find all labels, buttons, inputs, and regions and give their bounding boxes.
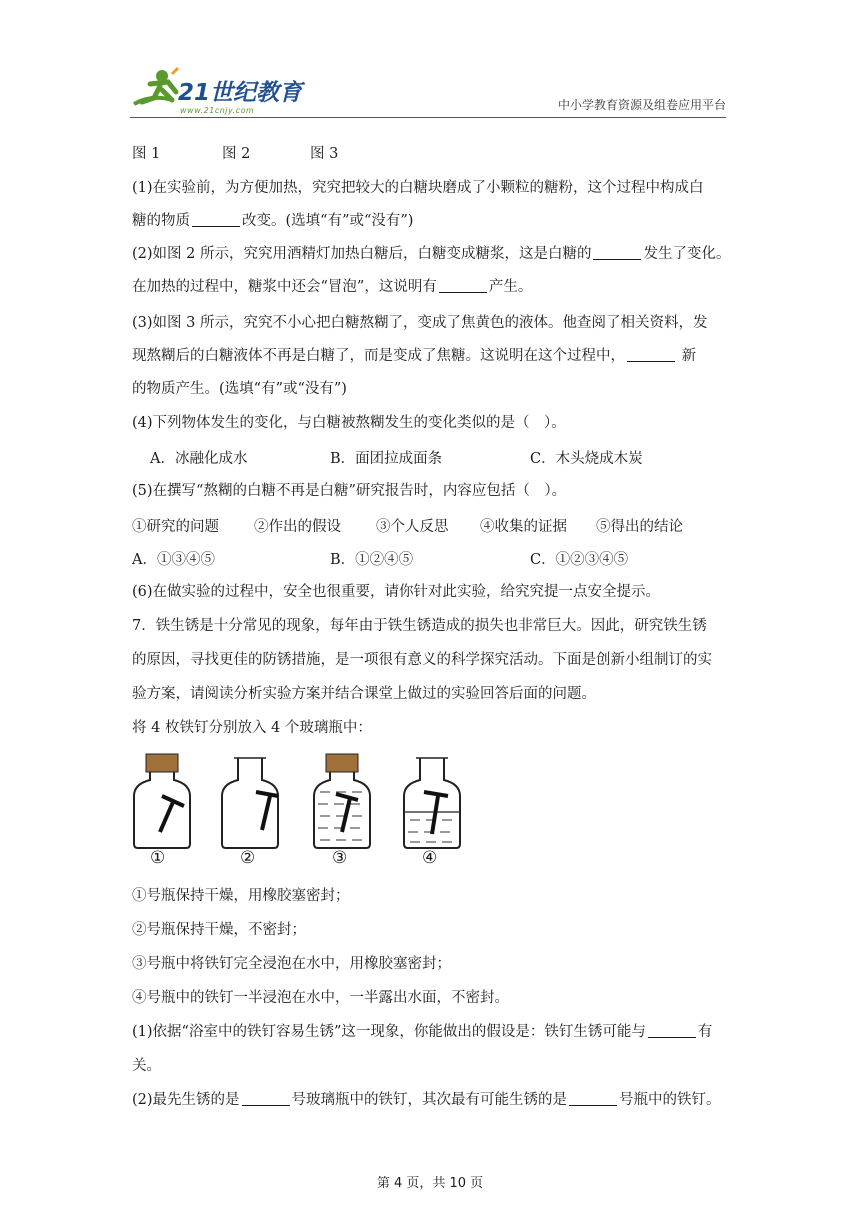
condition-4: ④号瓶中的铁钉一半浸泡在水中，一半露出水面，不密封。	[132, 990, 509, 1006]
list-item: ①研究的问题	[132, 519, 219, 535]
logo-url: www.21cnjy.com	[180, 106, 255, 115]
list-item: ⑤得出的结论	[596, 519, 683, 535]
list-item: ④收集的证据	[480, 519, 567, 535]
q6-part6: (6)在做实验的过程中，安全也很重要，请你针对此实验，给究究提一点安全提示。	[132, 584, 661, 600]
option-a[interactable]: A．冰融化成水	[150, 451, 248, 467]
text: 有	[697, 1024, 713, 1040]
answer-blank[interactable]	[593, 245, 641, 260]
bottle-3	[314, 754, 370, 848]
q7-intro-line1: 7．铁生锈是十分常见的现象，每年由于铁生锈造成的损失也非常巨大。因此，研究铁生锈	[132, 618, 707, 634]
option-c[interactable]: C．①②③④⑤	[530, 552, 629, 568]
q6-part1-line2	[132, 211, 413, 231]
text: 号玻璃瓶中的铁钉，其次最有可能生锈的是	[291, 1092, 568, 1108]
answer-blank[interactable]	[192, 212, 240, 227]
list-item: ③个人反思	[376, 519, 449, 535]
answer-blank[interactable]	[569, 1091, 617, 1106]
figure-label: 图 1	[132, 146, 161, 162]
condition-2: ②号瓶保持干燥，不密封；	[132, 922, 306, 938]
bottle-label: ①	[150, 848, 166, 868]
answer-blank[interactable]	[242, 1091, 290, 1106]
q6-part1-line1: (1)在实验前，为方便加热，究究把较大的白糖块磨成了小颗粒的糖粉，这个过程中构成白	[132, 180, 704, 196]
option-b[interactable]: B．①②④⑤	[330, 552, 414, 568]
answer-blank[interactable]	[439, 278, 487, 293]
answer-blank[interactable]	[627, 347, 675, 362]
text: (2)如图 2 所示，究究用酒精灯加热白糖后，白糖变成糖浆，这是白糖的	[132, 246, 592, 262]
bottle-label: ②	[240, 848, 256, 868]
q7-part1-line1	[132, 1022, 712, 1042]
text: 在加热的过程中，糖浆中还会“冒泡”，这说明有	[132, 279, 437, 295]
page-header	[0, 0, 860, 125]
q6-part5: (5)在撰写“熬糊的白糖不再是白糖”研究报告时，内容应包括（ ）。	[132, 483, 567, 499]
q6-part3-line2	[132, 346, 696, 366]
text: 现熬糊后的白糖液体不再是白糖了，而是变成了焦糖。这说明在这个过程中，	[132, 348, 625, 364]
logo-text: 21世纪教育	[178, 80, 303, 106]
condition-3: ③号瓶中将铁钉完全浸泡在水中，用橡胶塞密封；	[132, 956, 451, 972]
bottle-label: ④	[422, 848, 438, 868]
q6-part3-line1: (3)如图 3 所示，究究不小心把白糖熬糊了，变成了焦黄色的液体。他查阅了相关资料，发	[132, 315, 708, 331]
option-b[interactable]: B．面团拉成面条	[330, 451, 443, 467]
text: 发生了变化。	[643, 246, 731, 262]
bottle-4	[404, 758, 460, 848]
q6-part2-line2	[132, 277, 532, 297]
text: 新	[681, 348, 697, 364]
bottle-1	[134, 754, 190, 848]
bottle-label: ③	[332, 848, 348, 868]
figure-label: 图 3	[310, 146, 339, 162]
page-footer: 第 4 页，共 10 页	[376, 1176, 484, 1191]
text: (1)依据“浴室中的铁钉容易生锈”这一现象，你能做出的假设是：铁钉生锈可能与	[132, 1024, 646, 1040]
text: 产生。	[488, 279, 533, 295]
condition-1: ①号瓶保持干燥，用橡胶塞密封；	[132, 888, 350, 904]
text: 糖的物质	[132, 213, 190, 229]
answer-blank[interactable]	[648, 1023, 696, 1038]
figure-label: 图 2	[222, 146, 251, 162]
q6-part2-line1	[132, 244, 730, 264]
q6-part4: (4)下列物体发生的变化，与白糖被熬糊发生的变化类似的是（ ）。	[132, 415, 566, 431]
q7-setup: 将 4 枚铁钉分别放入 4 个玻璃瓶中：	[132, 720, 372, 736]
list-item: ②作出的假设	[254, 519, 341, 535]
option-a[interactable]: A．①③④⑤	[132, 552, 215, 568]
q7-intro-line3: 验方案，请阅读分析实验方案并结合课堂上做过的实验回答后面的问题。	[132, 686, 596, 702]
q7-part2	[132, 1090, 721, 1110]
q7-part1-line2: 关。	[132, 1058, 161, 1074]
text: 改变。(选填“有”或“没有”)	[242, 213, 414, 229]
platform-name: 中小学教育资源及组卷应用平台	[557, 98, 726, 112]
figure-labels	[132, 144, 338, 164]
header-divider	[130, 117, 726, 118]
option-c[interactable]: C．木头烧成木炭	[530, 451, 643, 467]
q6-part3-line3: 的物质产生。(选填“有”或“没有”)	[132, 381, 347, 397]
text: (2)最先生锈的是	[132, 1092, 240, 1108]
text: 号瓶中的铁钉。	[619, 1092, 721, 1108]
q7-intro-line2: 的原因，寻找更佳的防锈措施，是一项很有意义的科学探究活动。下面是创新小组制订的实	[132, 652, 712, 668]
bottle-2	[222, 758, 278, 848]
